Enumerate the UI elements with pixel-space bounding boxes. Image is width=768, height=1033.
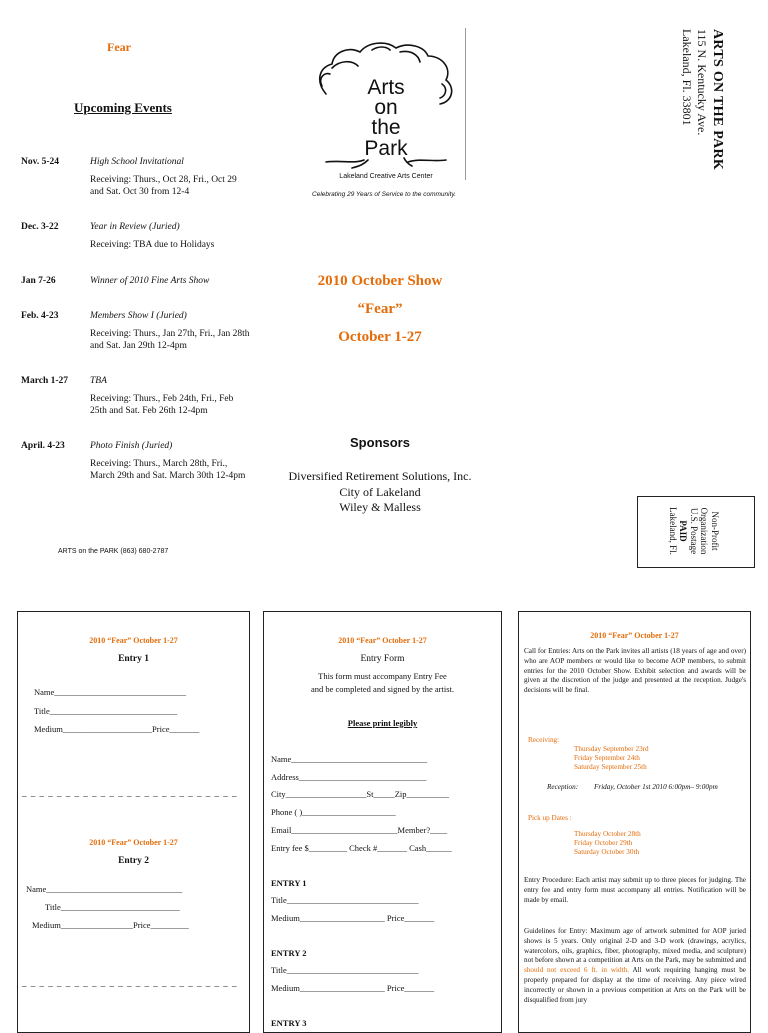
- event-date: April. 4-23: [21, 441, 65, 451]
- guidelines-text: [524, 927, 746, 1005]
- call-for-entries-text: Call for Entries: Arts on the Park invites all artists (18 years of age and over) who are AOP members or would like to become AOP members, to submit entries for the 2010 October Show. Exhibit selection and awards will be given at the discretion of the judge and presented at the reception. Judge's decisions will be final.: [524, 647, 746, 695]
- event-date: Jan 7-26: [21, 276, 56, 286]
- show-theme: “Fear”: [357, 301, 403, 317]
- sponsor-name: City of Lakeland: [339, 485, 421, 499]
- entry-1-heading: ENTRY 1: [271, 878, 307, 888]
- postage-line: Organization: [699, 507, 710, 555]
- arts-on-the-park-logo: [312, 38, 460, 190]
- panel-header: 2010 “Fear” October 1-27: [89, 838, 178, 847]
- title-field[interactable]: Title_______________________________: [271, 965, 419, 975]
- panel-header: 2010 “Fear” October 1-27: [338, 636, 427, 645]
- entry-form-panel: [263, 611, 502, 1033]
- title-field[interactable]: Title_______________________________: [271, 895, 419, 905]
- guidelines-part: Guidelines for Entry: Maximum age of artwork submitted for AOP juried shows is 5 years. Only original 2-D and 3-D work (drawings, acrylics, watercolors, oils, graphics, fiber, photography, mixed media, and sculpture) not before shown at a competition at Arts on the Park, may be submitted and: [524, 927, 746, 965]
- name-field[interactable]: Name_______________________________: [34, 687, 187, 697]
- city-state-zip-field[interactable]: City___________________St_____Zip__________: [271, 789, 450, 799]
- logo-line-4: Park: [364, 137, 408, 160]
- receiving-date: Saturday September 25th: [574, 763, 647, 771]
- postage-indicia: [670, 462, 720, 600]
- logo-line-3: the: [371, 116, 401, 139]
- address-field[interactable]: Address______________________________: [271, 772, 427, 782]
- entry-labels-panel: [17, 611, 250, 1033]
- divider-line: [465, 28, 466, 180]
- event-date: Feb. 4-23: [21, 311, 59, 321]
- event-receiving: Receiving: Thurs., Oct 28, Fri., Oct 29 and Sat. Oct 30 from 12-4: [90, 175, 237, 197]
- form-note: and be completed and signed by the artist.: [310, 684, 455, 694]
- sponsor-name: Diversified Retirement Solutions, Inc.: [288, 469, 472, 483]
- title-field[interactable]: Title______________________________: [34, 706, 178, 716]
- event-date: March 1-27: [21, 376, 69, 386]
- upcoming-events-heading: Upcoming Events: [74, 100, 172, 115]
- event-date: Dec. 3-22: [21, 222, 59, 232]
- event-receiving: Receiving: Thurs., March 28th, Fri., March 29th and Sat. March 30th 12-4pm: [90, 459, 246, 481]
- pickup-date: Thursday October 28th: [574, 830, 641, 838]
- show-dates: October 1-27: [338, 329, 422, 345]
- call-for-entries-panel: [518, 611, 751, 1033]
- event-title: TBA: [90, 376, 107, 386]
- event-title: High School Invitational: [90, 157, 184, 167]
- print-legibly-note: Please print legibly: [347, 718, 418, 728]
- sponsors-heading: Sponsors: [350, 435, 410, 450]
- pickup-date: Friday October 29th: [574, 839, 633, 847]
- guidelines-part: All work requiring hanging must be properly prepared for display at the time of receiving. Any piece wired incorrectly or shown in a previous competition at Arts on the Park will be disqualified from jury: [524, 966, 746, 1004]
- address-city: Lakeland, Fl. 33801: [680, 29, 694, 126]
- entry-procedure-text: Entry Procedure: Each artist may submit up to three pieces for judging. The entry fee and entry form must accompany all entries. Notification will be made by email.: [524, 876, 746, 904]
- entry-2-heading: ENTRY 2: [271, 948, 307, 958]
- sponsor-name: Wiley & Malless: [339, 500, 421, 514]
- logo-line-1: Arts: [367, 76, 405, 99]
- fear-label: Fear: [107, 40, 131, 54]
- postage-line: Non-Profit: [710, 511, 720, 551]
- logo-line-2: on: [374, 96, 398, 119]
- postage-paid: PAID: [678, 520, 689, 542]
- show-title: 2010 October Show: [317, 273, 443, 289]
- entry-3-heading: ENTRY 3: [271, 1018, 307, 1028]
- event-receiving: Receiving: TBA due to Holidays: [90, 240, 215, 250]
- address-street: 115 N. Kentucky Ave.: [695, 29, 709, 136]
- guidelines-highlight: should not exceed 6 ft. in width.: [524, 966, 629, 975]
- name-field[interactable]: Name________________________________: [26, 884, 183, 894]
- entry-form-title: Entry Form: [360, 654, 405, 664]
- event-date: Nov. 5-24: [21, 157, 59, 167]
- receiving-date: Friday September 24th: [574, 754, 640, 762]
- entry-2-heading: Entry 2: [118, 856, 149, 866]
- event-title: Year in Review (Juried): [90, 222, 180, 232]
- medium-price-field[interactable]: Medium____________________ Price_______: [271, 913, 435, 923]
- reception-text: Friday, October 1st 2010 6:00pm– 9:00pm: [594, 783, 718, 791]
- phone-field[interactable]: Phone ( )______________________: [271, 807, 396, 817]
- panel-header: 2010 “Fear” October 1-27: [89, 636, 178, 645]
- cut-line: _ _ _ _ _ _ _ _ _ _ _ _ _ _ _ _ _ _ _ _ _ _ _ _ _: [22, 978, 238, 988]
- receiving-date: Thursday September 23rd: [574, 745, 649, 753]
- receiving-label: Receiving:: [528, 736, 560, 744]
- form-note: This form must accompany Entry Fee: [318, 671, 447, 681]
- pickup-date: Saturday October 30th: [574, 848, 640, 856]
- event-title: Photo Finish (Juried): [90, 441, 173, 451]
- event-receiving: Receiving: Thurs., Feb 24th, Fri., Feb 25th and Sat. Feb 26th 12-4pm: [90, 394, 234, 416]
- event-title: Winner of 2010 Fine Arts Show: [90, 276, 210, 286]
- panel-header: 2010 “Fear” October 1-27: [590, 631, 679, 640]
- event-title: Members Show I (Juried): [90, 311, 187, 321]
- logo-subtitle: Lakeland Creative Arts Center: [339, 173, 433, 180]
- postage-line: Lakeland, Fl.: [668, 507, 678, 555]
- event-receiving: Receiving: Thurs., Jan 27th, Fri., Jan 28th and Sat. Jan 29th 12-4pm: [90, 329, 250, 351]
- email-member-field[interactable]: Email_________________________Member?____: [271, 825, 448, 835]
- address-name: ARTS ON THE PARK: [710, 29, 725, 171]
- title-field[interactable]: Title____________________________: [45, 902, 180, 912]
- entry-fee-field[interactable]: Entry fee $_________ Check #_______ Cash______: [271, 843, 452, 853]
- name-field[interactable]: Name________________________________: [271, 754, 428, 764]
- cut-line: _ _ _ _ _ _ _ _ _ _ _ _ _ _ _ _ _ _ _ _ _ _ _ _ _: [22, 788, 238, 798]
- pickup-label: Pick up Dates :: [528, 814, 572, 822]
- entry-1-heading: Entry 1: [118, 654, 149, 664]
- mailing-address: [635, 29, 725, 229]
- medium-price-field[interactable]: Medium_____________________Price_______: [34, 724, 200, 734]
- contact-line: ARTS on the PARK (863) 680-2787: [58, 548, 169, 555]
- medium-price-field[interactable]: Medium____________________ Price_______: [271, 983, 435, 993]
- celebrating-text: Celebrating 29 Years of Service to the community.: [312, 191, 456, 198]
- postage-line: U.S. Postage: [689, 507, 699, 555]
- medium-price-field[interactable]: Medium_________________Price_________: [32, 920, 189, 930]
- reception-label: Reception:: [547, 783, 579, 791]
